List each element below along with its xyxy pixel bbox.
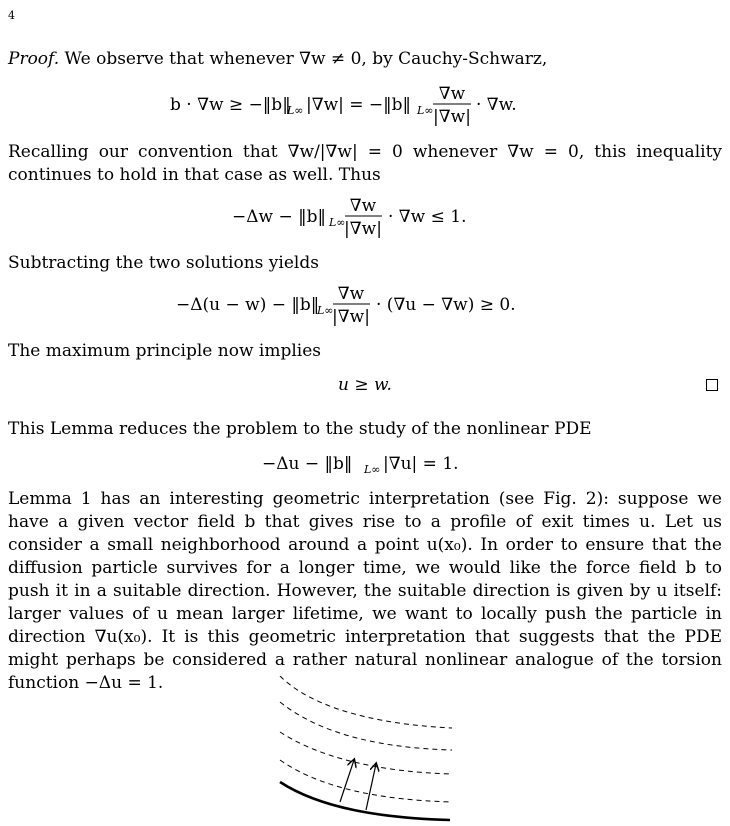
eq2-frac-num: ∇w xyxy=(349,196,377,216)
page-number: 4 xyxy=(8,9,15,22)
eq1-sub-2: L∞ xyxy=(417,104,434,117)
figure-level-curves xyxy=(270,676,460,822)
equation-cauchy-schwarz xyxy=(0,80,730,130)
paragraph-maximum-principle: The maximum principle now implies xyxy=(8,341,321,361)
eq1-sub-1: L∞ xyxy=(287,104,304,117)
eq4-text: u ≥ w. xyxy=(338,375,392,395)
paragraph-lemma-reduces: This Lemma reduces the problem to the study of the nonlinear PDE xyxy=(8,419,592,439)
eq1-tail: · ∇w. xyxy=(476,95,517,115)
eq5-sub: L∞ xyxy=(364,463,381,476)
eq1-lhs: b · ∇w ≥ −‖b‖ xyxy=(170,95,291,115)
eq3-sub: L∞ xyxy=(317,304,334,317)
eq1-mid: |∇w| = −‖b‖ xyxy=(306,95,412,115)
eq3-frac-num: ∇w xyxy=(337,284,365,304)
eq3-tail: · (∇u − ∇w) ≥ 0. xyxy=(376,295,516,315)
equation-u-geq-w xyxy=(0,374,730,397)
qed-symbol xyxy=(706,379,718,391)
paragraph-geometric-interpretation: Lemma 1 has an interesting geometric interpretation (see Fig. 2): suppose we have a given vector field b that gives rise to a profile of exit times u. Let us consider a small neighborhood around a point u(x₀). In order to ensure that the diffusion particle survives for a longer time, we would like the force field b to push it in a suitable direction. However, the suitable direction is given by u itself: larger values of u mean larger lifetime, we want to locally push the particle in direction ∇u(x₀). It is this geometric interpretation that suggests that the PDE might perhaps be considered a rather natural nonlinear analogue of the torsion function −Δu = 1. xyxy=(8,489,722,693)
eq5-tail: |∇u| = 1. xyxy=(383,454,459,474)
gradient-arrow-1 xyxy=(340,760,354,802)
eq2-lhs: −Δw − ‖b‖ xyxy=(232,207,327,227)
equation-nonlinear-pde xyxy=(0,446,730,480)
paragraph-convention: Recalling our convention that ∇w/|∇w| = 0 whenever ∇w = 0, this inequality continues to hold in that case as well. Thus xyxy=(8,142,722,185)
gradient-arrow-2 xyxy=(366,764,376,810)
eq2-sub: L∞ xyxy=(329,216,346,229)
eq1-frac-num: ∇w xyxy=(438,84,466,104)
eq3-frac-den: |∇w| xyxy=(332,307,370,327)
eq2-frac-den: |∇w| xyxy=(344,219,382,239)
eq1-frac-den: |∇w| xyxy=(433,107,471,127)
paragraph-subtracting: Subtracting the two solutions yields xyxy=(8,253,319,273)
boundary-curve xyxy=(280,782,450,820)
level-curve-3 xyxy=(280,732,452,774)
level-curve-1 xyxy=(280,676,452,728)
eq5-lhs: −Δu − ‖b‖ xyxy=(262,454,353,474)
equation-thus xyxy=(0,192,730,242)
proof-label: Proof. xyxy=(8,49,60,69)
eq3-lhs: −Δ(u − w) − ‖b‖ xyxy=(176,295,320,315)
eq2-tail: · ∇w ≤ 1. xyxy=(388,207,467,227)
equation-difference xyxy=(0,280,730,330)
proof-intro xyxy=(8,48,722,71)
proof-intro-text: We observe that whenever ∇w ≠ 0, by Cauchy-Schwarz, xyxy=(64,49,548,69)
